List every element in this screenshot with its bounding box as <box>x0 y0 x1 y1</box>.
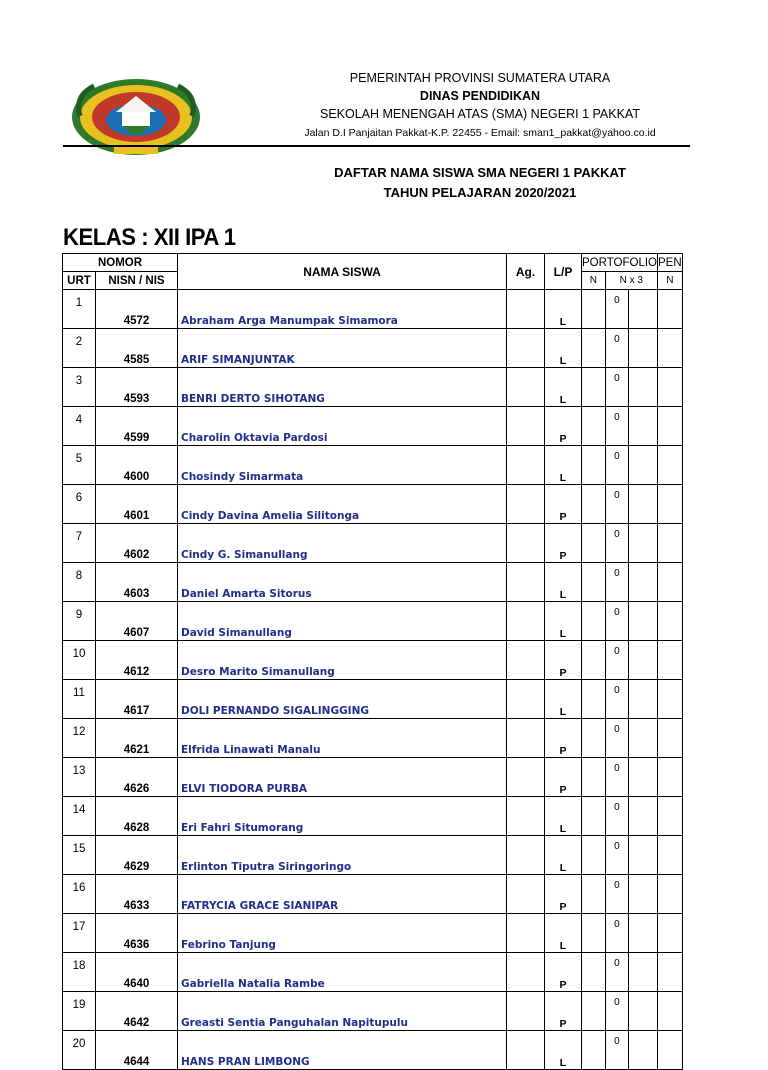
row-portofolio-n <box>582 641 606 680</box>
row-portofolio-nx3: 0 <box>605 758 629 797</box>
header-address: Jalan D.I Panjaitan Pakkat-K.P. 22455 - Email: sman1_pakkat@yahoo.co.id <box>304 127 656 139</box>
row-portofolio-extra <box>629 836 658 875</box>
row-urt: 8 <box>63 563 96 602</box>
row-portofolio-extra <box>629 719 658 758</box>
row-lp: L <box>545 1031 582 1070</box>
row-urt: 13 <box>63 758 96 797</box>
row-portofolio-extra <box>629 875 658 914</box>
table-row <box>63 485 683 524</box>
student-table <box>62 253 683 1070</box>
header-n-pen: N <box>657 272 682 290</box>
row-portofolio-nx3: 0 <box>605 914 629 953</box>
row-portofolio-n <box>582 953 606 992</box>
row-ag <box>507 953 545 992</box>
row-lp: L <box>545 836 582 875</box>
row-lp: P <box>545 641 582 680</box>
row-lp: L <box>545 680 582 719</box>
row-portofolio-nx3: 0 <box>605 446 629 485</box>
table-row <box>63 797 683 836</box>
row-portofolio-extra <box>629 563 658 602</box>
row-lp: P <box>545 992 582 1031</box>
row-nama: Daniel Amarta Sitorus <box>178 563 507 602</box>
row-pen-n <box>657 641 682 680</box>
table-row <box>63 1031 683 1070</box>
row-ag <box>507 719 545 758</box>
row-ag <box>507 290 545 329</box>
row-portofolio-n <box>582 719 606 758</box>
header-nama-siswa: NAMA SISWA <box>178 254 507 290</box>
row-urt: 20 <box>63 1031 96 1070</box>
row-portofolio-n <box>582 524 606 563</box>
row-nama: Cindy Davina Amelia Silitonga <box>178 485 507 524</box>
header-n: N <box>582 272 606 290</box>
row-nisn: 4621 <box>96 719 178 758</box>
row-portofolio-nx3: 0 <box>605 485 629 524</box>
table-row <box>63 641 683 680</box>
row-lp: L <box>545 446 582 485</box>
row-pen-n <box>657 797 682 836</box>
row-nama: Chosindy Simarmata <box>178 446 507 485</box>
header-nomor: NOMOR <box>63 254 178 272</box>
row-portofolio-extra <box>629 485 658 524</box>
table-row <box>63 680 683 719</box>
row-nisn: 4626 <box>96 758 178 797</box>
row-ag <box>507 407 545 446</box>
row-nama: FATRYCIA GRACE SIANIPAR <box>178 875 507 914</box>
row-nisn: 4629 <box>96 836 178 875</box>
row-ag <box>507 875 545 914</box>
row-portofolio-extra <box>629 953 658 992</box>
row-portofolio-nx3: 0 <box>605 524 629 563</box>
row-ag <box>507 368 545 407</box>
row-ag <box>507 758 545 797</box>
row-nama: Gabriella Natalia Rambe <box>178 953 507 992</box>
row-pen-n <box>657 953 682 992</box>
row-nama: Febrino Tanjung <box>178 914 507 953</box>
row-ag <box>507 914 545 953</box>
row-urt: 2 <box>63 329 96 368</box>
row-nisn: 4600 <box>96 446 178 485</box>
row-urt: 1 <box>63 290 96 329</box>
row-urt: 7 <box>63 524 96 563</box>
row-lp: L <box>545 329 582 368</box>
row-urt: 18 <box>63 953 96 992</box>
row-portofolio-n <box>582 680 606 719</box>
row-ag <box>507 1031 545 1070</box>
row-portofolio-extra <box>629 407 658 446</box>
header-school: SEKOLAH MENENGAH ATAS (SMA) NEGERI 1 PAKKAT <box>320 107 640 121</box>
header-ag: Ag. <box>507 254 545 290</box>
table-row <box>63 602 683 641</box>
row-pen-n <box>657 563 682 602</box>
row-portofolio-n <box>582 446 606 485</box>
row-portofolio-n <box>582 797 606 836</box>
header-urt: URT <box>63 272 96 290</box>
row-nisn: 4633 <box>96 875 178 914</box>
row-ag <box>507 329 545 368</box>
row-nisn: 4612 <box>96 641 178 680</box>
row-portofolio-extra <box>629 797 658 836</box>
row-nama: David Simanullang <box>178 602 507 641</box>
row-portofolio-n <box>582 329 606 368</box>
row-lp: P <box>545 875 582 914</box>
row-nisn: 4603 <box>96 563 178 602</box>
row-nisn: 4640 <box>96 953 178 992</box>
row-lp: P <box>545 719 582 758</box>
header-portofolio: PORTOFOLIO <box>582 254 658 272</box>
row-urt: 11 <box>63 680 96 719</box>
table-row <box>63 329 683 368</box>
row-portofolio-extra <box>629 992 658 1031</box>
row-portofolio-extra <box>629 1031 658 1070</box>
row-portofolio-extra <box>629 680 658 719</box>
row-nisn: 4572 <box>96 290 178 329</box>
row-portofolio-nx3: 0 <box>605 836 629 875</box>
row-lp: P <box>545 485 582 524</box>
table-row <box>63 914 683 953</box>
row-lp: P <box>545 524 582 563</box>
row-pen-n <box>657 407 682 446</box>
row-nama: Abraham Arga Manumpak Simamora <box>178 290 507 329</box>
row-portofolio-n <box>582 1031 606 1070</box>
row-portofolio-extra <box>629 914 658 953</box>
table-row <box>63 836 683 875</box>
row-nisn: 4585 <box>96 329 178 368</box>
row-ag <box>507 680 545 719</box>
row-nama: ARIF SIMANJUNTAK <box>178 329 507 368</box>
row-nama: Charolin Oktavia Pardosi <box>178 407 507 446</box>
row-urt: 17 <box>63 914 96 953</box>
row-pen-n <box>657 758 682 797</box>
row-portofolio-n <box>582 485 606 524</box>
row-portofolio-n <box>582 563 606 602</box>
table-row <box>63 758 683 797</box>
row-pen-n <box>657 290 682 329</box>
row-urt: 10 <box>63 641 96 680</box>
row-ag <box>507 836 545 875</box>
row-portofolio-extra <box>629 446 658 485</box>
row-nisn: 4602 <box>96 524 178 563</box>
row-portofolio-nx3: 0 <box>605 290 629 329</box>
row-pen-n <box>657 602 682 641</box>
row-urt: 9 <box>63 602 96 641</box>
row-pen-n <box>657 1031 682 1070</box>
row-portofolio-n <box>582 875 606 914</box>
row-portofolio-nx3: 0 <box>605 953 629 992</box>
header-department: DINAS PENDIDIKAN <box>419 89 541 103</box>
row-lp: L <box>545 368 582 407</box>
header-pen: PEN <box>657 254 682 272</box>
table-row <box>63 563 683 602</box>
row-lp: P <box>545 953 582 992</box>
row-portofolio-nx3: 0 <box>605 641 629 680</box>
row-lp: P <box>545 407 582 446</box>
row-pen-n <box>657 524 682 563</box>
row-lp: L <box>545 290 582 329</box>
table-row <box>63 992 683 1031</box>
row-nisn: 4607 <box>96 602 178 641</box>
row-portofolio-extra <box>629 524 658 563</box>
row-lp: L <box>545 563 582 602</box>
row-pen-n <box>657 680 682 719</box>
row-nama: Cindy G. Simanullang <box>178 524 507 563</box>
row-pen-n <box>657 836 682 875</box>
row-nisn: 4644 <box>96 1031 178 1070</box>
row-lp: L <box>545 797 582 836</box>
row-portofolio-extra <box>629 290 658 329</box>
header-nx3: N x 3 <box>605 272 657 290</box>
row-nama: DOLI PERNANDO SIGALINGGING <box>178 680 507 719</box>
row-urt: 12 <box>63 719 96 758</box>
row-portofolio-n <box>582 368 606 407</box>
row-ag <box>507 602 545 641</box>
row-portofolio-nx3: 0 <box>605 992 629 1031</box>
row-urt: 4 <box>63 407 96 446</box>
table-row <box>63 953 683 992</box>
row-ag <box>507 992 545 1031</box>
row-portofolio-nx3: 0 <box>605 602 629 641</box>
row-urt: 16 <box>63 875 96 914</box>
row-ag <box>507 641 545 680</box>
row-portofolio-nx3: 0 <box>605 563 629 602</box>
row-portofolio-nx3: 0 <box>605 680 629 719</box>
row-portofolio-nx3: 0 <box>605 1031 629 1070</box>
row-nama: HANS PRAN LIMBONG <box>178 1031 507 1070</box>
row-urt: 3 <box>63 368 96 407</box>
row-urt: 19 <box>63 992 96 1031</box>
row-nama: ELVI TIODORA PURBA <box>178 758 507 797</box>
row-portofolio-nx3: 0 <box>605 719 629 758</box>
row-urt: 6 <box>63 485 96 524</box>
row-urt: 5 <box>63 446 96 485</box>
row-nisn: 4642 <box>96 992 178 1031</box>
row-portofolio-n <box>582 992 606 1031</box>
table-row <box>63 524 683 563</box>
row-pen-n <box>657 914 682 953</box>
document-title: DAFTAR NAMA SISWA SMA NEGERI 1 PAKKAT <box>334 165 626 180</box>
academic-year: TAHUN PELAJARAN 2020/2021 <box>383 185 577 200</box>
row-portofolio-nx3: 0 <box>605 368 629 407</box>
row-nama: Desro Marito Simanullang <box>178 641 507 680</box>
row-portofolio-extra <box>629 602 658 641</box>
table-row <box>63 446 683 485</box>
header-divider <box>63 145 690 147</box>
row-nama: BENRI DERTO SIHOTANG <box>178 368 507 407</box>
row-portofolio-extra <box>629 641 658 680</box>
row-urt: 14 <box>63 797 96 836</box>
row-ag <box>507 563 545 602</box>
header-nisn: NISN / NIS <box>96 272 178 290</box>
row-portofolio-n <box>582 407 606 446</box>
row-portofolio-n <box>582 290 606 329</box>
row-pen-n <box>657 875 682 914</box>
row-ag <box>507 485 545 524</box>
row-nama: Erlinton Tiputra Siringoringo <box>178 836 507 875</box>
row-pen-n <box>657 992 682 1031</box>
row-nama: Elfrida Linawati Manalu <box>178 719 507 758</box>
row-nisn: 4628 <box>96 797 178 836</box>
row-pen-n <box>657 485 682 524</box>
row-portofolio-extra <box>629 368 658 407</box>
row-portofolio-nx3: 0 <box>605 875 629 914</box>
row-pen-n <box>657 446 682 485</box>
row-nisn: 4617 <box>96 680 178 719</box>
row-portofolio-n <box>582 836 606 875</box>
row-nisn: 4636 <box>96 914 178 953</box>
row-lp: P <box>545 758 582 797</box>
table-row <box>63 407 683 446</box>
row-portofolio-nx3: 0 <box>605 407 629 446</box>
table-row <box>63 875 683 914</box>
row-portofolio-extra <box>629 329 658 368</box>
header-lp: L/P <box>545 254 582 290</box>
table-row <box>63 719 683 758</box>
row-portofolio-extra <box>629 758 658 797</box>
row-pen-n <box>657 368 682 407</box>
row-portofolio-nx3: 0 <box>605 329 629 368</box>
row-nisn: 4599 <box>96 407 178 446</box>
row-portofolio-nx3: 0 <box>605 797 629 836</box>
row-ag <box>507 446 545 485</box>
row-nama: Eri Fahri Situmorang <box>178 797 507 836</box>
row-ag <box>507 797 545 836</box>
row-nama: Greasti Sentia Panguhalan Napitupulu <box>178 992 507 1031</box>
class-label: KELAS : XII IPA 1 <box>63 224 236 251</box>
table-row <box>63 368 683 407</box>
header-province: PEMERINTAH PROVINSI SUMATERA UTARA <box>349 71 611 85</box>
row-lp: L <box>545 602 582 641</box>
row-urt: 15 <box>63 836 96 875</box>
row-pen-n <box>657 329 682 368</box>
table-row <box>63 290 683 329</box>
row-nisn: 4593 <box>96 368 178 407</box>
row-pen-n <box>657 719 682 758</box>
row-portofolio-n <box>582 602 606 641</box>
row-portofolio-n <box>582 758 606 797</box>
row-ag <box>507 524 545 563</box>
row-portofolio-n <box>582 914 606 953</box>
row-nisn: 4601 <box>96 485 178 524</box>
row-lp: L <box>545 914 582 953</box>
